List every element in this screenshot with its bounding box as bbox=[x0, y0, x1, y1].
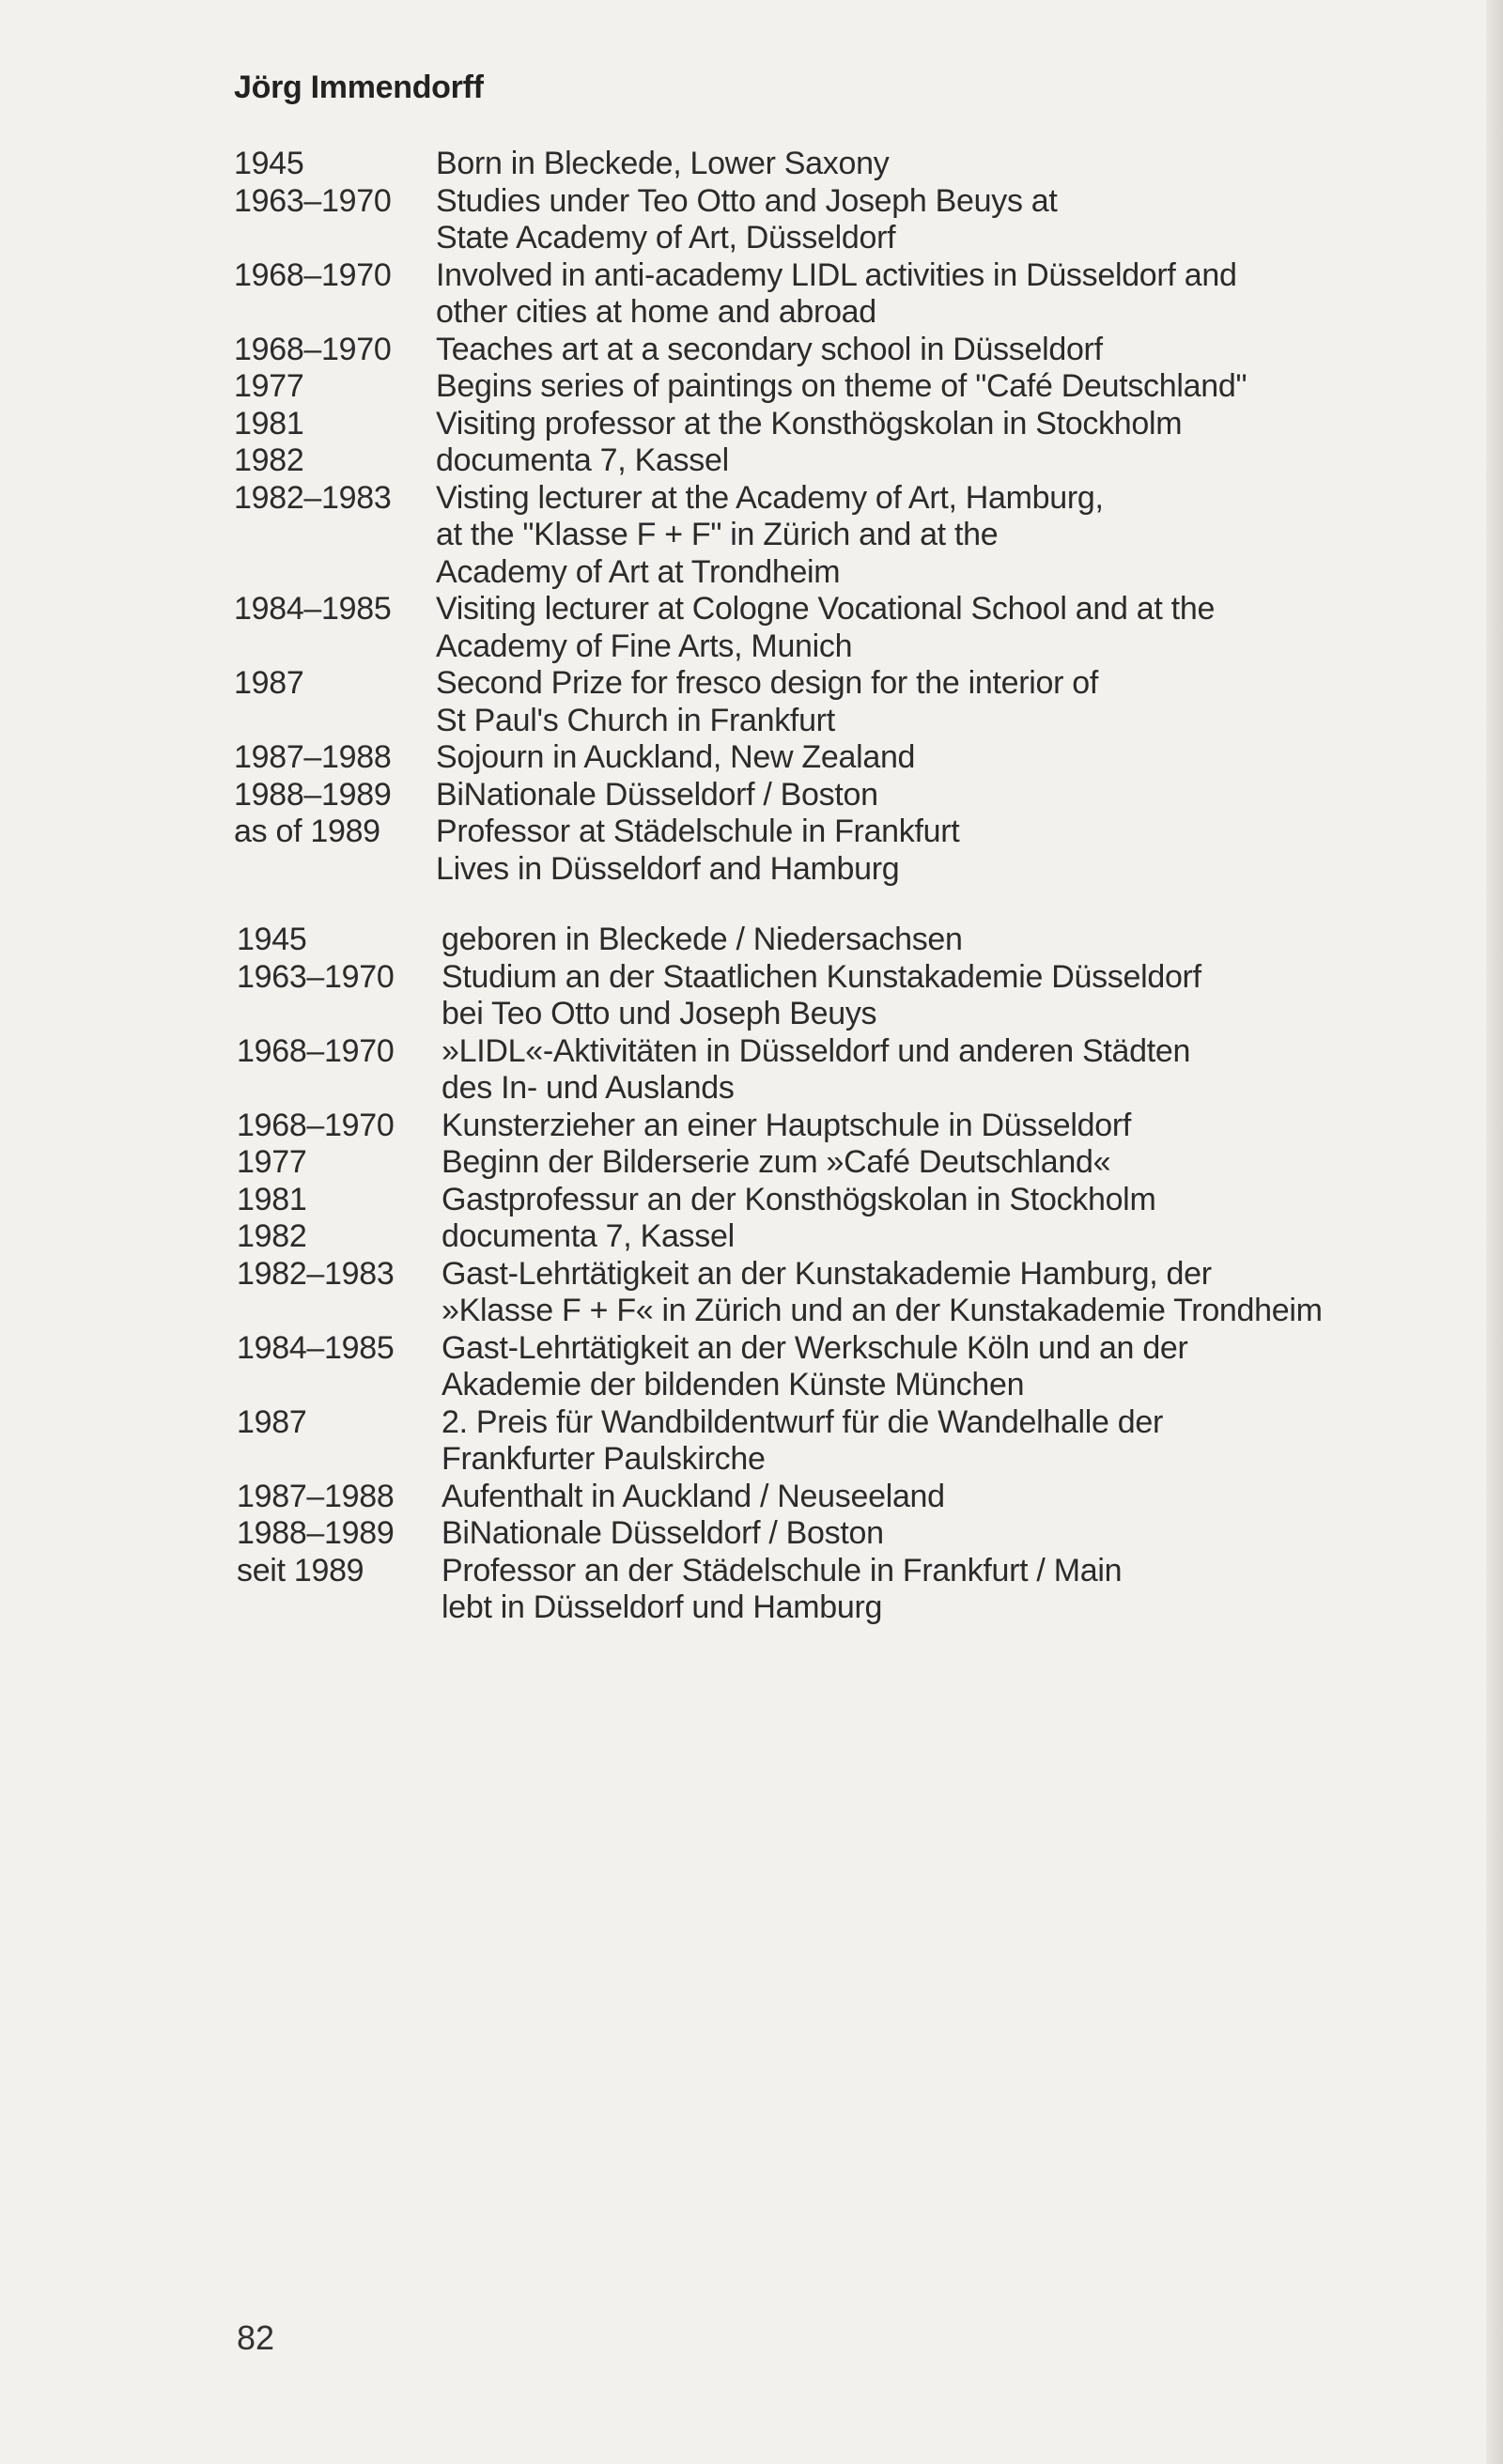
entry-description-line: Sojourn in Auckland, New Zealand bbox=[436, 739, 916, 775]
entry-year: 1981 bbox=[237, 1181, 307, 1217]
entry-year: 1982–1983 bbox=[237, 1255, 395, 1292]
entry-description-line: Begins series of paintings on theme of "Café Deutschland" bbox=[436, 368, 1247, 404]
timeline-entry bbox=[234, 665, 1408, 739]
entry-description bbox=[442, 959, 1408, 1033]
entry-description-line: Visiting lecturer at Cologne Vocational School and at the bbox=[436, 591, 1216, 627]
entry-description-line: Involved in anti-academy LIDL activities in Düsseldorf and bbox=[436, 256, 1237, 293]
entry-description-line: lebt in Düsseldorf und Hamburg bbox=[442, 1589, 883, 1625]
entry-description bbox=[436, 442, 1408, 480]
entry-description-line: geboren in Bleckede / Niedersachsen bbox=[442, 922, 963, 957]
entry-year: 1987–1988 bbox=[234, 739, 392, 775]
entry-description bbox=[442, 1108, 1408, 1145]
timeline-entry bbox=[234, 1330, 1408, 1404]
entry-description-line: Teaches art at a secondary school in Düsseldorf bbox=[436, 331, 1103, 367]
entry-description bbox=[442, 1144, 1408, 1182]
page-edge-shadow bbox=[1486, 0, 1503, 2464]
entry-description bbox=[442, 1033, 1408, 1108]
entry-description-line: documenta 7, Kassel bbox=[442, 1218, 735, 1254]
entry-year: 1982 bbox=[234, 442, 304, 478]
timeline-entry bbox=[234, 406, 1408, 443]
entry-description-line: Gast-Lehrtätigkeit an der Werkschule Köln und an der bbox=[442, 1329, 1188, 1366]
entry-description-line: Gastprofessur an der Konsthögskolan in Stockholm bbox=[442, 1181, 1156, 1217]
entry-description bbox=[436, 332, 1408, 369]
timeline-entry bbox=[234, 1144, 1408, 1182]
entry-description-line: Professor an der Städelschule in Frankfurt / Main bbox=[442, 1552, 1123, 1588]
entry-year: seit 1989 bbox=[237, 1552, 364, 1588]
entry-description-line: Lives in Düsseldorf and Hamburg bbox=[436, 850, 900, 887]
entry-description-line: at the "Klasse F + F" in Zürich and at the bbox=[436, 517, 999, 552]
timeline-entry bbox=[234, 332, 1408, 369]
entry-year: 1987 bbox=[234, 665, 304, 701]
entry-description bbox=[442, 1404, 1408, 1479]
page-title: Jörg Immendorff bbox=[234, 70, 484, 105]
timeline-entry bbox=[234, 183, 1408, 257]
entry-description bbox=[436, 777, 1408, 814]
timeline-entry bbox=[234, 814, 1408, 888]
entry-description bbox=[436, 665, 1408, 739]
entry-description bbox=[442, 922, 1408, 959]
timeline-entry bbox=[234, 1404, 1408, 1479]
entry-description bbox=[442, 1218, 1408, 1256]
entry-description-line: Professor at Städelschule in Frankfurt bbox=[436, 814, 960, 849]
entry-description bbox=[442, 1553, 1408, 1627]
entry-description bbox=[442, 1182, 1408, 1219]
entry-description-line: bei Teo Otto und Joseph Beuys bbox=[442, 996, 877, 1031]
entry-description-line: Studium an der Staatlichen Kunstakademie Düsseldorf bbox=[442, 958, 1201, 995]
entry-description bbox=[442, 1515, 1408, 1553]
entry-year: 1963–1970 bbox=[234, 182, 392, 219]
timeline-entry bbox=[234, 257, 1408, 332]
entry-year: 1984–1985 bbox=[234, 591, 392, 627]
entry-description bbox=[442, 1256, 1408, 1330]
entry-year: 1977 bbox=[237, 1144, 307, 1180]
entry-description-line: Beginn der Bilderserie zum »Café Deutschland« bbox=[442, 1144, 1111, 1180]
entry-description-line: »Klasse F + F« in Zürich und an der Kunstakademie Trondheim bbox=[442, 1293, 1323, 1328]
timeline-entry bbox=[234, 1182, 1408, 1219]
entry-description-line: Studies under Teo Otto and Joseph Beuys at bbox=[436, 182, 1058, 219]
timeline-entry bbox=[234, 1479, 1408, 1516]
timeline-entry bbox=[234, 591, 1408, 665]
timeline-entry bbox=[234, 739, 1408, 777]
entry-description-line: Visiting professor at the Konsthögskolan in Stockholm bbox=[436, 405, 1183, 442]
entry-description-line: Academy of Art at Trondheim bbox=[436, 553, 841, 590]
timeline-entry bbox=[234, 1515, 1408, 1553]
entry-description bbox=[436, 591, 1408, 665]
entry-year: 1968–1970 bbox=[234, 256, 392, 293]
entry-year: as of 1989 bbox=[234, 814, 380, 849]
timeline-entry bbox=[234, 1256, 1408, 1330]
entry-description bbox=[436, 480, 1408, 592]
entry-description-line: BiNationale Düsseldorf / Boston bbox=[442, 1515, 884, 1551]
biography-english bbox=[234, 146, 1408, 888]
timeline-entry bbox=[234, 1553, 1408, 1627]
timeline-entry bbox=[234, 368, 1408, 406]
entry-description bbox=[436, 257, 1408, 332]
entry-description bbox=[436, 183, 1408, 257]
entry-description-line: Gast-Lehrtätigkeit an der Kunstakademie Hamburg, der bbox=[442, 1255, 1212, 1292]
entry-description-line: State Academy of Art, Düsseldorf bbox=[436, 220, 896, 256]
entry-description bbox=[436, 368, 1408, 406]
entry-description-line: Visting lecturer at the Academy of Art, Hamburg, bbox=[436, 479, 1104, 516]
entry-description-line: documenta 7, Kassel bbox=[436, 442, 729, 478]
timeline-entry bbox=[234, 1108, 1408, 1145]
entry-year: 1945 bbox=[237, 922, 307, 957]
entry-description-line: other cities at home and abroad bbox=[436, 294, 876, 330]
timeline-entry bbox=[234, 146, 1408, 183]
entry-description bbox=[436, 739, 1408, 777]
timeline-entry bbox=[234, 1218, 1408, 1256]
timeline-entry bbox=[234, 959, 1408, 1033]
entry-description-line: des In- und Auslands bbox=[442, 1070, 735, 1106]
entry-year: 1987–1988 bbox=[237, 1478, 395, 1514]
timeline-entry bbox=[234, 1033, 1408, 1108]
entry-year: 1963–1970 bbox=[237, 958, 395, 995]
entry-description-line: Born in Bleckede, Lower Saxony bbox=[436, 146, 890, 181]
entry-description-line: Academy of Fine Arts, Munich bbox=[436, 628, 853, 664]
entry-year: 1984–1985 bbox=[237, 1329, 395, 1366]
entry-description-line: »LIDL«-Aktivitäten in Düsseldorf und anderen Städten bbox=[442, 1032, 1191, 1069]
entry-year: 1987 bbox=[237, 1403, 307, 1440]
entry-year: 1988–1989 bbox=[234, 776, 392, 813]
timeline-entry bbox=[234, 922, 1408, 959]
timeline-entry bbox=[234, 442, 1408, 480]
entry-description bbox=[436, 814, 1408, 888]
entry-description-line: Frankfurter Paulskirche bbox=[442, 1441, 766, 1477]
entry-year: 1982–1983 bbox=[234, 479, 392, 516]
entry-description-line: Kunsterzieher an einer Hauptschule in Düsseldorf bbox=[442, 1107, 1132, 1143]
timeline-entry bbox=[234, 480, 1408, 592]
page-number: 82 bbox=[237, 2318, 275, 2357]
entry-year: 1977 bbox=[234, 368, 304, 404]
entry-year: 1981 bbox=[234, 405, 304, 442]
entry-year: 1968–1970 bbox=[234, 331, 392, 367]
entry-description bbox=[436, 146, 1408, 183]
timeline-entry bbox=[234, 777, 1408, 814]
entry-year: 1968–1970 bbox=[237, 1107, 395, 1143]
entry-year: 1988–1989 bbox=[237, 1515, 395, 1551]
biography-german bbox=[234, 922, 1408, 1627]
entry-year: 1945 bbox=[234, 146, 304, 181]
entry-description-line: Aufenthalt in Auckland / Neuseeland bbox=[442, 1478, 945, 1514]
entry-description bbox=[436, 406, 1408, 443]
entry-description-line: 2. Preis für Wandbildentwurf für die Wandelhalle der bbox=[442, 1403, 1164, 1440]
entry-description-line: St Paul's Church in Frankfurt bbox=[436, 702, 835, 738]
entry-description-line: Second Prize for fresco design for the interior of bbox=[436, 665, 1099, 701]
entry-year: 1982 bbox=[237, 1218, 307, 1254]
entry-year: 1968–1970 bbox=[237, 1032, 395, 1069]
entry-description bbox=[442, 1330, 1408, 1404]
entry-description-line: BiNationale Düsseldorf / Boston bbox=[436, 776, 878, 813]
entry-description-line: Akademie der bildenden Künste München bbox=[442, 1367, 1025, 1402]
entry-description bbox=[442, 1479, 1408, 1516]
